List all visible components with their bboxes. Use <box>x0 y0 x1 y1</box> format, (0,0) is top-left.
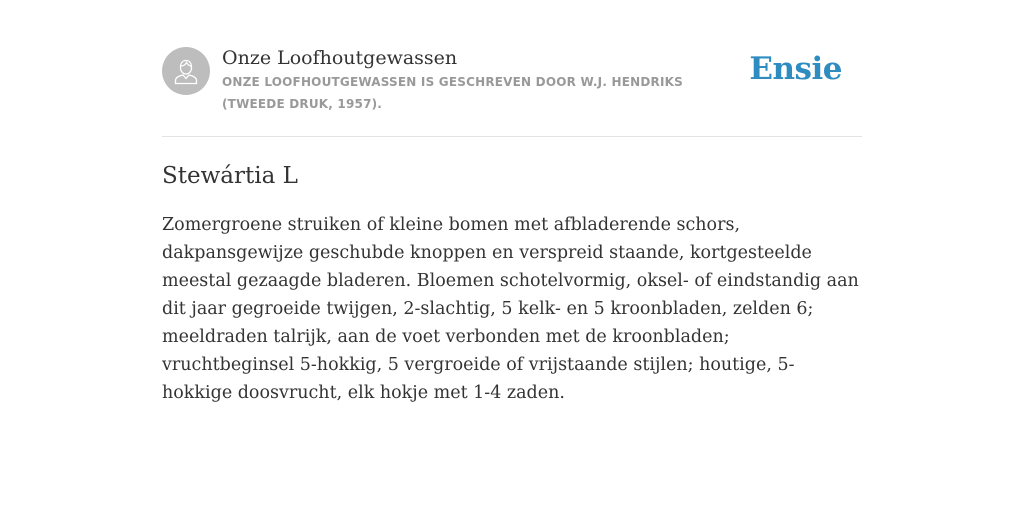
source-title[interactable]: Onze Loofhoutgewassen <box>222 47 458 69</box>
entry-title: Stewártia L <box>162 163 298 189</box>
entry-page <box>162 46 862 407</box>
entry-body: Zomergroene struiken of kleine bomen met afbladerende schors, dakpansgewijze geschubde knoppen en verspreid staande, kortgesteelde meestal gezaagde bladeren. Bloemen schotelvormig, oksel- of eindstandig aan dit jaar gegroeide twijgen, 2-slachtig, 5 kelk- en 5 kroonbladen, zelden 6; meeldraden talrijk, aan de voet verbonden met de kroonbladen; vruchtbeginsel 5-hokkig, 5 vergroeide of vrijstaande stijlen; houtige, 5-hokkige doosvrucht, elk hokje met 1-4 zaden. <box>162 215 859 403</box>
ensie-logo[interactable]: Ensie <box>749 51 842 87</box>
source-header <box>162 46 862 137</box>
source-info <box>222 46 749 115</box>
source-avatar[interactable] <box>162 47 210 95</box>
source-subtitle: ONZE LOOFHOUTGEWASSEN IS GESCHREVEN DOOR W.J. HENDRIKS (TWEEDE DRUK, 1957). <box>222 75 683 111</box>
user-icon <box>171 56 201 86</box>
